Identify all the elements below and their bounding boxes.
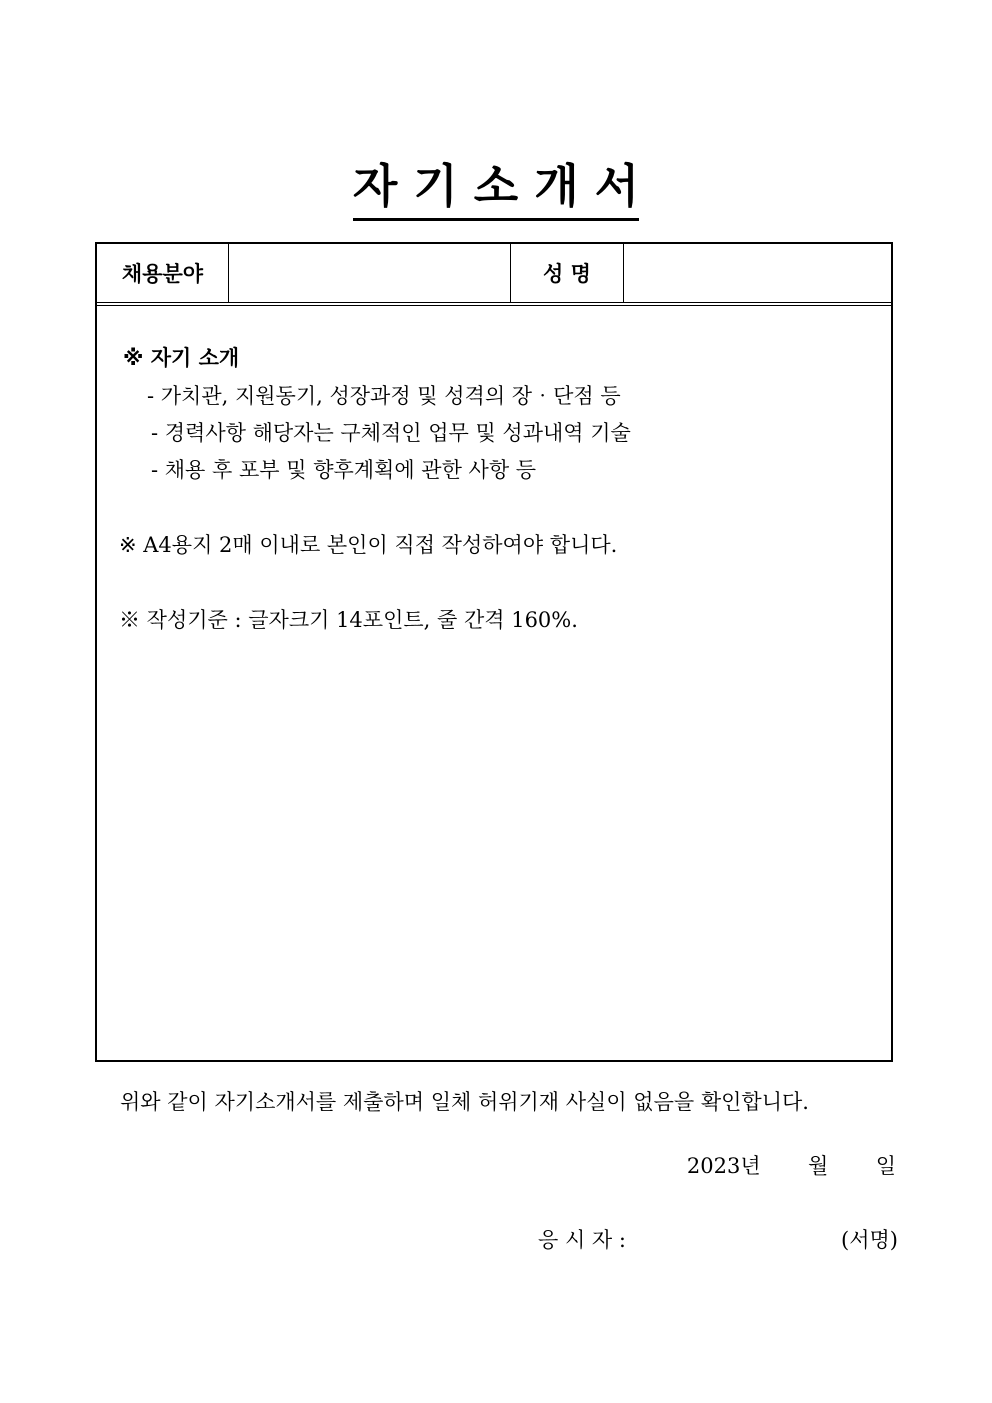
applicant-label: 응 시 자 : <box>538 1228 626 1252</box>
date-day: 일 <box>875 1154 896 1178</box>
guideline-bullet: - 가치관, 지원동기, 성장과정 및 성격의 장‧단점 등 <box>147 384 621 408</box>
length-note: ※ A4용지 2매 이내로 본인이 직접 작성하여야 합니다. <box>119 533 618 557</box>
self-introduction-body[interactable] <box>97 308 891 1060</box>
date-month: 월 <box>808 1154 829 1178</box>
form-header-row <box>97 244 891 306</box>
format-note: ※ 작성기준 : 글자크기 14포인트, 줄 간격 160%. <box>119 608 578 632</box>
name-label: 성 명 <box>511 244 624 302</box>
field-label: 채용분야 <box>97 244 229 302</box>
guideline-bullet: - 채용 후 포부 및 향후계획에 관한 사항 등 <box>151 458 537 482</box>
date-line <box>687 1150 896 1180</box>
guideline-bullet: - 경력사항 해당자는 구체적인 업무 및 성과내역 기술 <box>151 421 631 445</box>
signature-mark[interactable]: (서명) <box>841 1228 898 1252</box>
confirmation-statement: 위와 같이 자기소개서를 제출하며 일체 허위기재 사실이 없음을 확인합니다. <box>120 1090 809 1114</box>
document-title <box>0 150 992 221</box>
date-year: 2023년 <box>686 1154 761 1178</box>
name-value-cell[interactable] <box>624 244 891 302</box>
application-form-table <box>95 242 893 1062</box>
field-value-cell[interactable] <box>229 244 511 302</box>
self-introduction-heading: ※ 자기 소개 <box>123 346 240 370</box>
document-title-text: 자 기 소 개 서 <box>353 150 639 221</box>
